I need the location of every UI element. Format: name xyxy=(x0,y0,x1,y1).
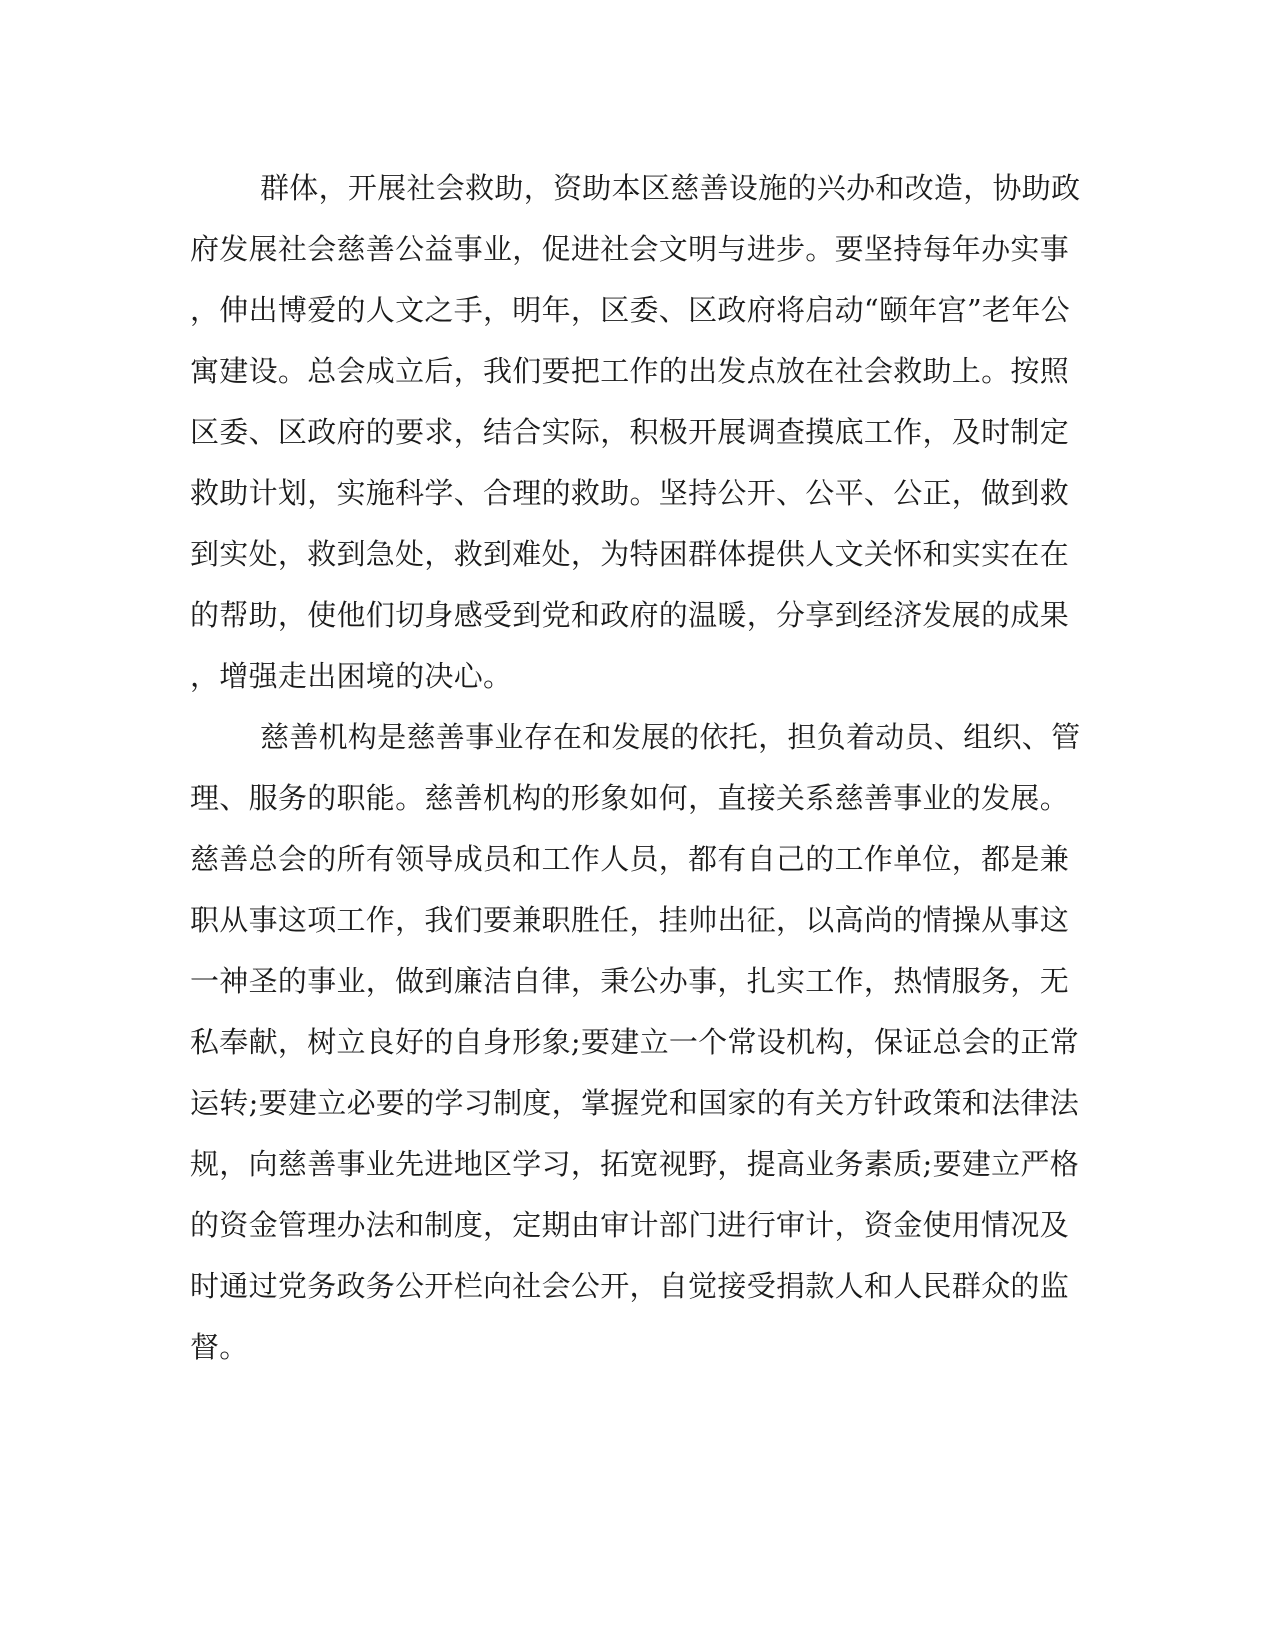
text-line: 的帮助，使他们切身感受到党和政府的温暖，分享到经济发展的成果 xyxy=(190,598,1070,632)
text-line: 寓建设。总会成立后，我们要把工作的出发点放在社会救助上。按照 xyxy=(190,354,1070,388)
paragraph-1 xyxy=(190,158,1090,707)
text-line: 慈善总会的所有领导成员和工作人员，都有自己的工作单位，都是兼 xyxy=(190,842,1070,876)
text-line: 督。 xyxy=(190,1330,249,1364)
text-line: 一神圣的事业，做到廉洁自律，秉公办事，扎实工作，热情服务，无 xyxy=(190,964,1070,998)
text-line: 到实处，救到急处，救到难处，为特困群体提供人文关怀和实实在在 xyxy=(190,537,1070,571)
text-line: 府发展社会慈善公益事业，促进社会文明与进步。要坚持每年办实事 xyxy=(190,232,1070,266)
text-line: 规，向慈善事业先进地区学习，拓宽视野，提高业务素质;要建立严格 xyxy=(190,1147,1080,1181)
paragraph-2 xyxy=(190,707,1090,1378)
text-line: 救助计划，实施科学、合理的救助。坚持公开、公平、公正，做到救 xyxy=(190,476,1070,510)
text-line: 理、服务的职能。慈善机构的形象如何，直接关系慈善事业的发展。 xyxy=(190,781,1070,815)
text-line: ，伸出博爱的人文之手，明年，区委、区政府将启动“颐年宫”老年公 xyxy=(190,293,1070,327)
text-line: 群体，开展社会救助，资助本区慈善设施的兴办和改造，协助政 xyxy=(260,171,1081,205)
text-line: 私奉献，树立良好的自身形象;要建立一个常设机构，保证总会的正常 xyxy=(190,1025,1080,1059)
text-line: 慈善机构是慈善事业存在和发展的依托，担负着动员、组织、管 xyxy=(260,720,1081,754)
text-line: 运转;要建立必要的学习制度，掌握党和国家的有关方针政策和法律法 xyxy=(190,1086,1080,1120)
text-line: ，增强走出困境的决心。 xyxy=(190,659,513,693)
text-line: 的资金管理办法和制度，定期由审计部门进行审计，资金使用情况及 xyxy=(190,1208,1070,1242)
text-line: 区委、区政府的要求，结合实际，积极开展调查摸底工作，及时制定 xyxy=(190,415,1070,449)
text-line: 时通过党务政务公开栏向社会公开，自觉接受捐款人和人民群众的监 xyxy=(190,1269,1070,1303)
document-body xyxy=(190,158,1090,1378)
text-line: 职从事这项工作，我们要兼职胜任，挂帅出征，以高尚的情操从事这 xyxy=(190,903,1070,937)
